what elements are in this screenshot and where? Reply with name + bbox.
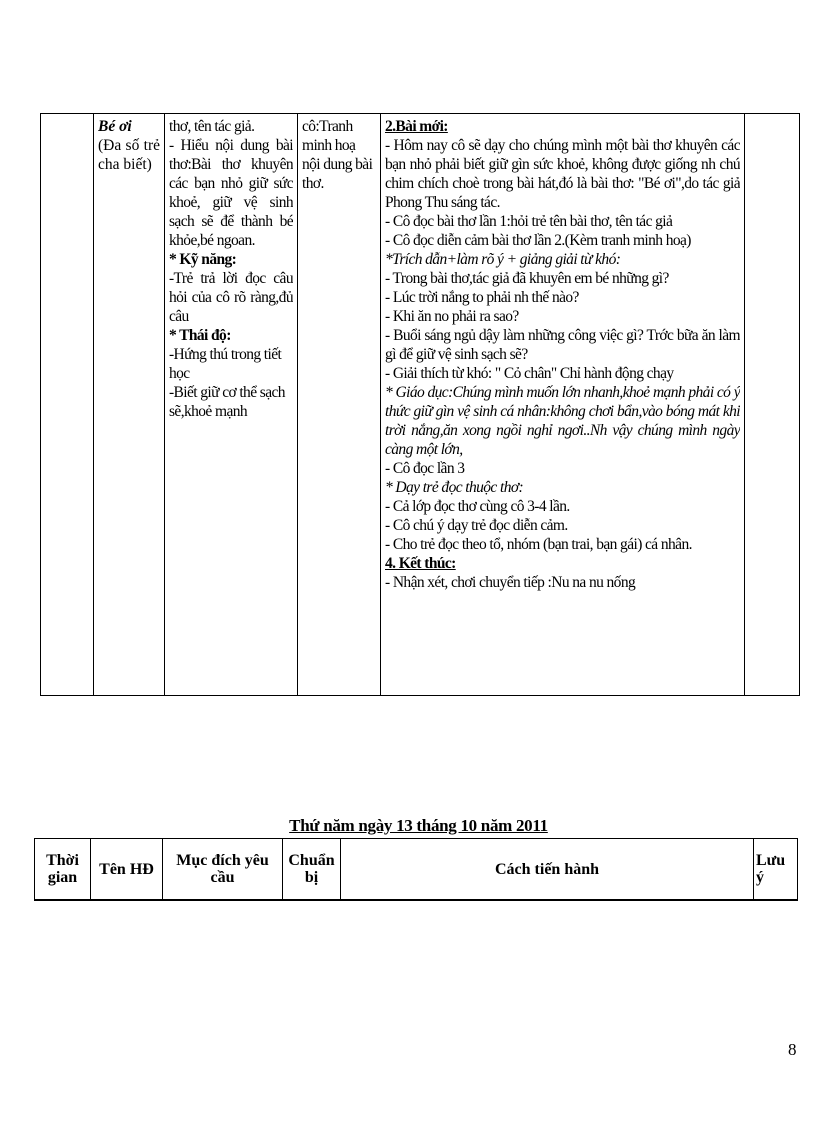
day-heading	[40, 816, 797, 836]
purpose-line1: thơ, tên tác giả.	[169, 118, 255, 135]
table-row	[41, 114, 800, 696]
read-third-time: - Cô đọc lần 3	[385, 460, 465, 477]
header-time: Thời gian	[35, 839, 91, 901]
question-line: - Buổi sáng ngủ dậy làm những công việc gì? Trớc bữa ăn làm gì để giữ vệ sinh sạch sẽ?	[385, 327, 740, 363]
activity-name: Bé ơi	[98, 118, 132, 135]
question-line: - Lúc trời nắng to phải nh thế nào?	[385, 289, 579, 306]
education-note: * Giáo dục:Chúng mình muốn lớn nhanh,khoẻ mạnh phải có ý thức giữ gìn vệ sinh cá nhân:không chơi bẩn,vào bóng mát khi trời nắng,ăn xong ngồi nghỉ ngơi..Nh vậy chúng mình ngày càng một lớn,	[385, 384, 740, 458]
procedure-line: - Cô đọc bài thơ lần 1:hỏi trẻ tên bài thơ, tên tác giả	[385, 213, 673, 230]
page-number: 8	[788, 1040, 797, 1059]
teach-line: - Cho trẻ đọc theo tổ, nhóm (bạn trai, bạn gái) cá nhân.	[385, 536, 692, 553]
preparation-text: cô:Tranh minh hoạ nội dung bài thơ.	[302, 118, 373, 192]
header-activity: Tên HĐ	[91, 839, 163, 901]
procedure-line: - Hôm nay cô sẽ dạy cho chúng mình một bài thơ khuyên các bạn nhỏ phải biết giữ gìn sức khoẻ, không được giống nh chú chim chích choè trong bài hát,đó là bài thơ: "Bé ơi",do tác giả Phong Thu sáng tác.	[385, 137, 740, 211]
teach-line: - Cô chú ý dạy trẻ đọc diễn cảm.	[385, 517, 568, 534]
question-line: - Khi ăn no phải ra sao?	[385, 308, 519, 325]
activity-name-cell	[94, 114, 165, 696]
section-title-end: 4. Kết thúc:	[385, 555, 456, 572]
note-cell	[745, 114, 800, 696]
procedure-cell	[381, 114, 745, 696]
skills-text: -Trẻ trả lời đọc câu hỏi của cô rõ ràng,đủ câu	[169, 270, 293, 325]
teach-heading: * Dạy trẻ đọc thuộc thơ:	[385, 479, 524, 496]
purpose-understanding: - Hiểu nội dung bài thơ:Bài thơ khuyên các bạn nhỏ giữ sức khoẻ, giữ vệ sinh sạch sẽ để thành bé khỏe,bé ngoan.	[169, 137, 293, 249]
question-line: - Trong bài thơ,tác giả đã khuyên em bé những gì?	[385, 270, 669, 287]
day-heading-text: Thứ năm ngày 13 tháng 10 năm 2011	[289, 816, 548, 835]
question-line: - Giải thích từ khó: " Cỏ chân" Chỉ hành động chạy	[385, 365, 674, 382]
header-procedure: Cách tiến hành	[341, 839, 754, 901]
teach-line: - Cả lớp đọc thơ cùng cô 3-4 lần.	[385, 498, 570, 515]
header-note: Lưu ý	[754, 839, 798, 901]
header-row	[35, 839, 798, 901]
attitude-title: * Thái độ:	[169, 327, 231, 344]
header-purpose: Mục đích yêu cầu	[163, 839, 283, 901]
purpose-cell	[165, 114, 298, 696]
attitude-text-1: -Hứng thú trong tiết học	[169, 346, 282, 382]
procedure-line: - Cô đọc diễn cảm bài thơ lần 2.(Kèm tranh minh hoạ)	[385, 232, 691, 249]
lesson-plan-table-continued	[40, 113, 800, 696]
preparation-cell	[298, 114, 381, 696]
activity-group: (Đa số trẻ cha biết)	[98, 137, 160, 173]
skills-title: * Kỹ năng:	[169, 251, 237, 268]
lesson-plan-table-header	[34, 838, 798, 901]
end-line: - Nhận xét, chơi chuyển tiếp :Nu na nu nống	[385, 574, 636, 591]
time-cell	[41, 114, 94, 696]
explanation-heading: *Trích dẫn+làm rõ ý + giảng giải từ khó:	[385, 251, 621, 268]
section-title-new-lesson: 2.Bài mới:	[385, 118, 448, 135]
attitude-text-2: -Biết giữ cơ thể sạch sẽ,khoẻ mạnh	[169, 384, 285, 420]
header-preparation: Chuẩn bị	[283, 839, 341, 901]
